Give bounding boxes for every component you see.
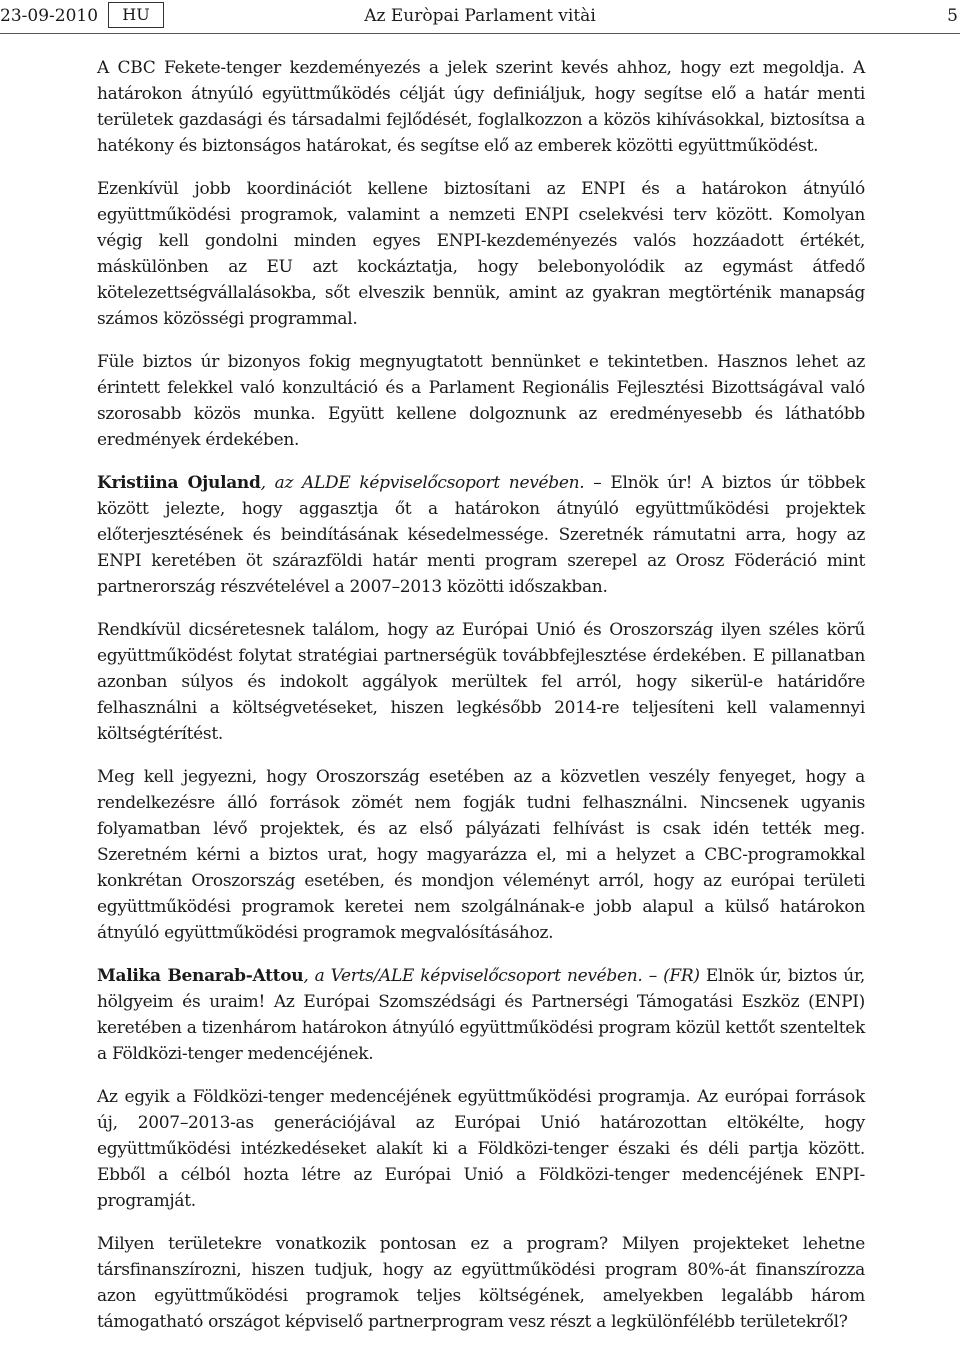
header-divider (0, 33, 960, 34)
speech-text: – Elnök úr! A biztos úr többek között jelezte, hogy aggasztja őt a határokon átnyúló együttműködési projektek előterjesztésének és beindításának késedelmessége. Szeretnék rámutatni arra, hogy az ENPI keretében öt szárazföldi határ menti program szerepel az Orosz Föderáció mint partnerország részvételével a 2007–2013 közötti időszakban. (97, 473, 866, 597)
page-header (0, 0, 960, 32)
paragraph: Meg kell jegyezni, hogy Oroszország esetében az a közvetlen veszély fenyeget, hogy a rendelkezésre álló források zömét nem fogják tudni felhasználni. Nincsenek ugyanis folyamatban lévő projektek, és az első pályázati felhívást is csak idén tették meg. Szeretném kérni a biztos urat, hogy magyarázza el, mi a helyzet a CBC-programokkal konkrétan Oroszország esetében, és mondjon véleményt arról, hogy az európai területi együttműködési programok keretei nem szolgálnának-e jobb alapul a külső határokon átnyúló együttműködési programok megvalósításához. (97, 767, 865, 943)
speaker-name: Kristiina Ojuland (97, 473, 261, 493)
paragraph: Milyen területekre vonatkozik pontosan ez a program? Milyen projekteket lehetne társfinanszírozni, hiszen tudjuk, hogy az együttműködési program 80%-át finanszírozza azon együttműködési programok teljes költségének, amelyekben legalább három támogatható országot képviselő partnerprogram vesz részt a legkülönfélébb területekről? (97, 1234, 865, 1332)
language-badge: HU (108, 2, 164, 28)
speaker-paragraph (97, 963, 865, 1067)
paragraph: Az egyik a Földközi-tenger medencéjének együttműködési programja. Az európai források új, 2007–2013-as generációjával az Európai Unió határozottan eltökélte, hogy együttműködési intézkedéseket alakít ki a Földközi-tenger északi és déli partja között. Ebből a célból hozta létre az Európai Unió a Földközi-tenger medencéjének ENPI-programját. (97, 1087, 865, 1211)
document-title: Az Euròpai Parlament vitài (364, 6, 596, 26)
speaker-role: , az ALDE képviselőcsoport nevében. (260, 473, 585, 493)
paragraph: A CBC Fekete-tenger kezdeményezés a jelek szerint kevés ahhoz, hogy ezt megoldja. A határokon átnyúló együttműködés célját úgy definiáljuk, hogy segítse elő a határ menti területek gazdasági és társadalmi fejlődését, foglalkozzon a közös kihívásokkal, biztosítsa a hatékony és biztonságos határokat, és segítse elő az emberek közötti együttműködést. (97, 58, 865, 156)
document-body (97, 55, 865, 1352)
header-date: 23-09-2010 (0, 6, 99, 26)
speech-text: Elnök úr, biztos úr, hölgyeim és uraim! Az Európai Szomszédsági és Partnerségi Támogatási Eszköz (ENPI) keretében a tizenhárom határokon átnyúló együttműködési program közül kettőt szenteltek a Földközi-tenger medencéjének. (97, 966, 866, 1064)
speaker-name: Malika Benarab-Attou (97, 966, 304, 986)
page-number: 5 (947, 6, 958, 26)
paragraph: Ezenkívül jobb koordinációt kellene biztosítani az ENPI és a határokon átnyúló együttműködési programok, valamint a nemzeti ENPI cselekvési terv között. Komolyan végig kell gondolni minden egyes ENPI-kezdeményezés valós hozzáadott értékét, máskülönben az EU azt kockáztatja, hogy belebonyolódik az egymást átfedő kötelezettségvállalásokba, sőt elveszik bennük, amint az gyakran megtörténik manapság számos közösségi programmal. (97, 179, 865, 329)
speaker-role: , a Verts/ALE képviselőcsoport nevében. – (FR) (303, 966, 700, 986)
paragraph: Rendkívül dicséretesnek találom, hogy az Európai Unió és Oroszország ilyen széles körű együttműködést folytat stratégiai partnerségük továbbfejlesztése érdekében. E pillanatban azonban súlyos és indokolt aggályok merültek fel arról, hogy sikerül-e határidőre felhasználni a költségvetéseket, hiszen legkésőbb 2014-re teljesíteni kell valamennyi költségtérítést. (97, 620, 865, 744)
paragraph: Füle biztos úr bizonyos fokig megnyugtatott bennünket e tekintetben. Hasznos lehet az érintett felekkel való konzultáció és a Parlament Regionális Fejlesztési Bizottságával való szorosabb közös munka. Együtt kellene dolgoznunk az eredményesebb és láthatóbb eredmények érdekében. (97, 352, 865, 450)
speaker-paragraph (97, 470, 865, 600)
